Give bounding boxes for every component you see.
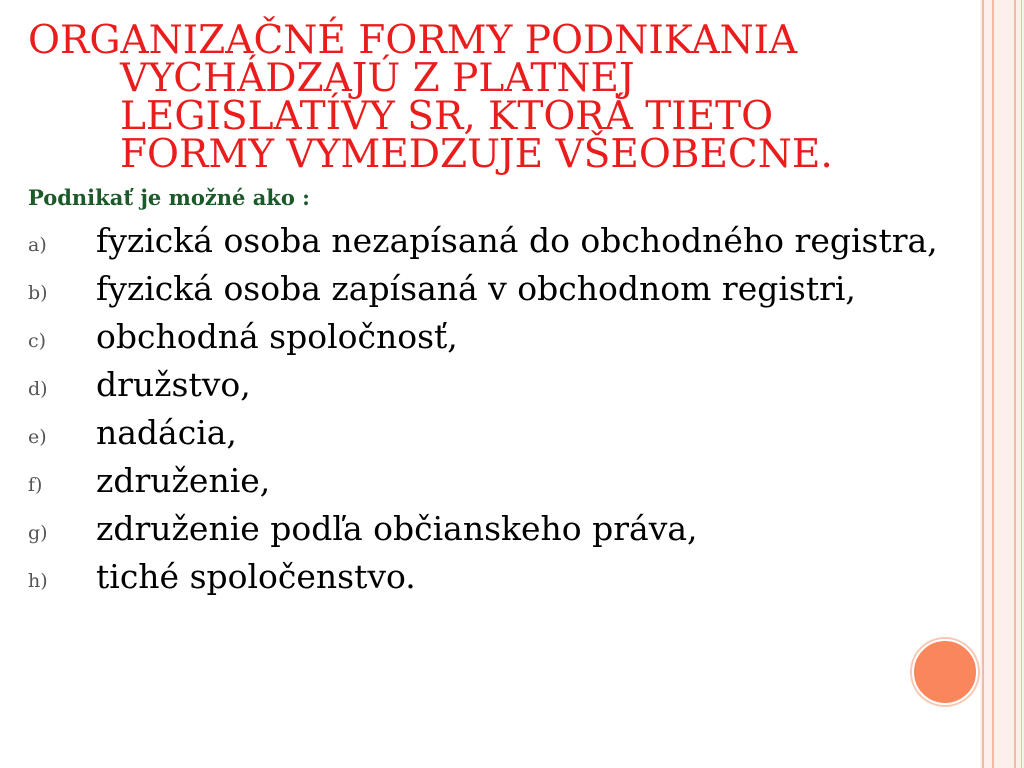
list-marker: c) [28,330,47,352]
slide-subtitle: Podnikať je možné ako : [28,185,310,210]
list-marker: e) [28,426,47,448]
list-item-text: združenie podľa občianskeho práva, [96,509,698,548]
list-item-text: družstvo, [96,365,251,404]
list-item [28,414,958,452]
list-item [28,270,958,308]
list-marker: g) [28,522,48,544]
list-item [28,558,958,596]
list-marker: d) [28,378,48,400]
list-item-text: tiché spoločenstvo. [96,557,416,596]
border-stripe [1021,0,1022,768]
list-marker: h) [28,570,48,592]
forms-list [28,222,958,606]
list-item [28,510,958,548]
slide-title-continuation: VYCHÁDZAJÚ Z PLATNEJ LEGISLATÍVY SR, KTORÁ TIETO FORMY VYMEDZUJE VŠEOBECNE. [120,56,833,177]
list-marker: f) [28,474,43,496]
list-item-text: fyzická osoba zapísaná v obchodnom registri, [96,269,856,308]
list-item-text: fyzická osoba nezapísaná do obchodného registra, [96,221,938,260]
slide-title [28,18,988,177]
list-item [28,222,958,260]
list-item-text: nadácia, [96,413,237,452]
border-stripe [992,0,994,768]
slide-title-line1: ORGANIZAČNÉ FORMY PODNIKANIA [28,18,798,63]
list-item [28,366,958,404]
orange-circle-icon [912,639,978,705]
list-item-text: obchodná spoločnosť, [96,317,458,356]
list-item [28,462,958,500]
list-marker: b) [28,282,48,304]
list-item [28,318,958,356]
list-marker: a) [28,234,47,256]
list-item-text: združenie, [96,461,271,500]
border-stripe [1014,0,1016,768]
